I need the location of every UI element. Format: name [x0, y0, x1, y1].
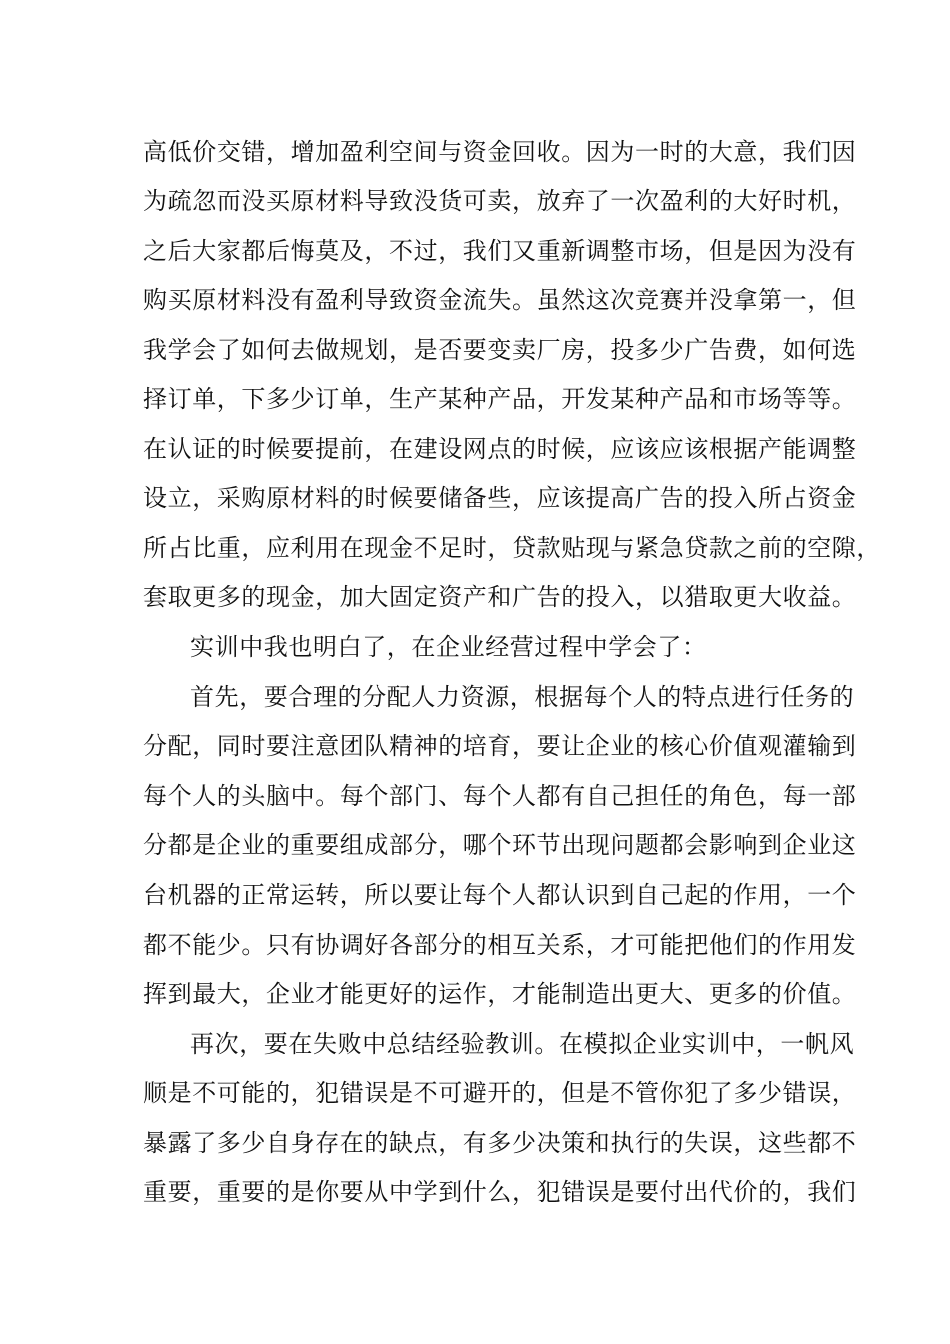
text-line: 为疏忽而没买原材料导致没货可卖，放弃了一次盈利的大好时机，	[143, 187, 857, 215]
text-line: 所占比重，应利用在现金不足时，贷款贴现与紧急贷款之前的空隙，	[143, 534, 881, 562]
text-line: 在认证的时候要提前，在建设网点的时候，应该应该根据产能调整	[143, 435, 857, 463]
text-line: 高低价交错，增加盈利空间与资金回收。因为一时的大意，我们因	[143, 138, 857, 166]
text-line: 台机器的正常运转，所以要让每个人都认识到自己起的作用，一个	[143, 881, 857, 909]
text-line: 分配，同时要注意团队精神的培育，要让企业的核心价值观灌输到	[143, 732, 857, 760]
text-line: 都不能少。只有协调好各部分的相互关系，才可能把他们的作用发	[143, 931, 857, 959]
text-line: 顺是不可能的，犯错误是不可避开的，但是不管你犯了多少错误，	[143, 1079, 857, 1107]
text-line: 每个人的头脑中。每个部门、每个人都有自己担任的角色，每一部	[143, 782, 857, 810]
text-line: 设立，采购原材料的时候要储备些，应该提高广告的投入所占资金	[143, 484, 857, 512]
paragraph-start-line: 再次，要在失败中总结经验教训。在模拟企业实训中，一帆风	[190, 1030, 855, 1058]
text-line: 择订单，下多少订单，生产某种产品，开发某种产品和市场等等。	[143, 385, 857, 413]
text-line: 重要，重要的是你要从中学到什么，犯错误是要付出代价的，我们	[143, 1178, 857, 1206]
text-line: 挥到最大，企业才能更好的运作，才能制造出更大、更多的价值。	[143, 980, 857, 1008]
text-line: 分都是企业的重要组成部分，哪个环节出现问题都会影响到企业这	[143, 831, 857, 859]
text-line: 我学会了如何去做规划，是否要变卖厂房，投多少广告费，如何选	[143, 336, 857, 364]
paragraph-start-line: 实训中我也明白了，在企业经营过程中学会了：	[190, 633, 707, 661]
text-line: 之后大家都后悔莫及，不过，我们又重新调整市场，但是因为没有	[143, 237, 857, 265]
text-line: 套取更多的现金，加大固定资产和广告的投入，以猎取更大收益。	[143, 583, 857, 611]
paragraph-start-line: 首先，要合理的分配人力资源，根据每个人的特点进行任务的	[190, 683, 855, 711]
text-line: 购买原材料没有盈利导致资金流失。虽然这次竞赛并没拿第一，但	[143, 286, 857, 314]
text-line: 暴露了多少自身存在的缺点，有多少决策和执行的失误，这些都不	[143, 1129, 857, 1157]
